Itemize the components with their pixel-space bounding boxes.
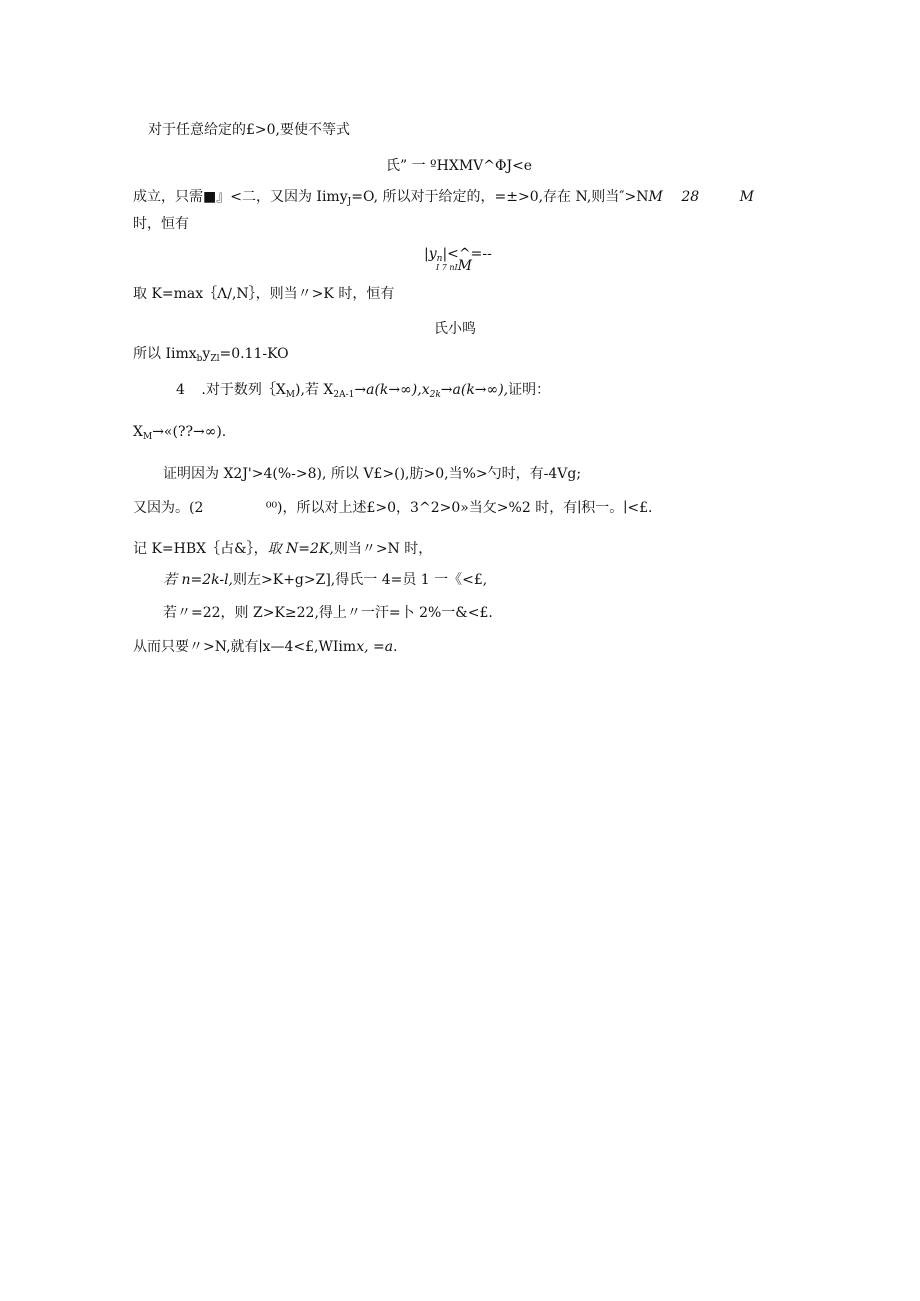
text-segment: I 7 nI xyxy=(436,263,458,272)
text-line-16 xyxy=(133,638,398,656)
math-expression: a(k→∞),x xyxy=(366,382,430,398)
formula-line-2: 氏” 一 ºHXMV^ΦJ<e xyxy=(386,158,533,174)
text-line-11: 证明因为 X2J'>4(%->8), 所以 V£>(),肪>0,当%>勺时，有-4Vg; xyxy=(163,466,582,482)
text-line-13 xyxy=(133,540,432,558)
text-segment: y xyxy=(202,346,211,362)
math-variable: M xyxy=(648,189,663,205)
subscript: 2A-1 xyxy=(333,390,355,400)
text-segment: 则左>K+g>Z],得氏一 4=员 1 一《<£, xyxy=(233,572,488,588)
text-line-12 xyxy=(133,499,652,517)
math-variable: M xyxy=(457,258,472,274)
text-line-6: 取 K=max｛Λ∕,N｝，则当〃>K 时，恒有 xyxy=(133,286,395,302)
subscript: M xyxy=(142,432,153,442)
math-expression: x, =a. xyxy=(356,639,398,655)
text-segment: =0.11-KO xyxy=(219,346,289,362)
text-segment: .对于数列｛X xyxy=(201,382,286,398)
text-segment: →«(??→∞). xyxy=(152,424,227,440)
text-segment: → xyxy=(354,382,367,398)
subscript: Zl xyxy=(210,354,220,364)
text-segment: 成立，只需■』<二，又因为 Iimy xyxy=(133,189,348,205)
text-segment: 又因为。(2 xyxy=(133,500,204,516)
text-line-3 xyxy=(133,188,754,208)
text-segment: 从而只要〃>N,就有∣x—4<£,WIim xyxy=(133,639,357,655)
subscript: M xyxy=(285,390,296,400)
text-segment: |<^=-- xyxy=(442,246,492,262)
math-expression: →a(k→∞), xyxy=(440,382,509,398)
formula-denominator xyxy=(436,258,472,276)
text-line-9 xyxy=(176,381,550,401)
formula-line-7: 氏小鸣 xyxy=(434,321,476,337)
math-expression: 取 N=2K, xyxy=(267,541,334,557)
text-line-8 xyxy=(133,345,289,365)
math-variable: M xyxy=(739,189,754,205)
text-line-4: 时，恒有 xyxy=(133,216,189,232)
subscript: n xyxy=(436,254,443,264)
text-segment: 所以 Iimx xyxy=(133,346,197,362)
text-segment: 则当〃>N 时， xyxy=(333,541,433,557)
text-segment: ⁰⁰)，所以对上述£>0，3^2>0»当攵>%2 时，有∣积一。∣<£. xyxy=(265,500,653,516)
problem-number: 4 xyxy=(176,382,185,398)
text-segment: |y xyxy=(424,246,437,262)
text-segment: =O, 所以对于给定的，=±>0,存在 N,则当″>N xyxy=(351,189,649,205)
subscript: J xyxy=(347,197,352,207)
text-line-14 xyxy=(163,571,487,589)
subscript: 2k xyxy=(429,390,441,400)
subscript: b xyxy=(196,354,203,364)
text-segment: 证明： xyxy=(508,382,551,398)
text-segment: ),若 X xyxy=(295,382,334,398)
text-line-1: 对于任意给定的£>0,要使不等式 xyxy=(148,122,350,138)
text-segment: 记 K=HBX｛占&｝， xyxy=(133,541,268,557)
text-segment: X xyxy=(133,424,143,440)
text-line-10 xyxy=(133,423,226,443)
math-expression: 若 n=2k-l, xyxy=(163,572,233,588)
text-line-15: 若〃=22，则 Z>K≥22,得上〃一汗=卜 2%一&<£. xyxy=(163,605,493,621)
math-number: 28 xyxy=(681,189,700,205)
